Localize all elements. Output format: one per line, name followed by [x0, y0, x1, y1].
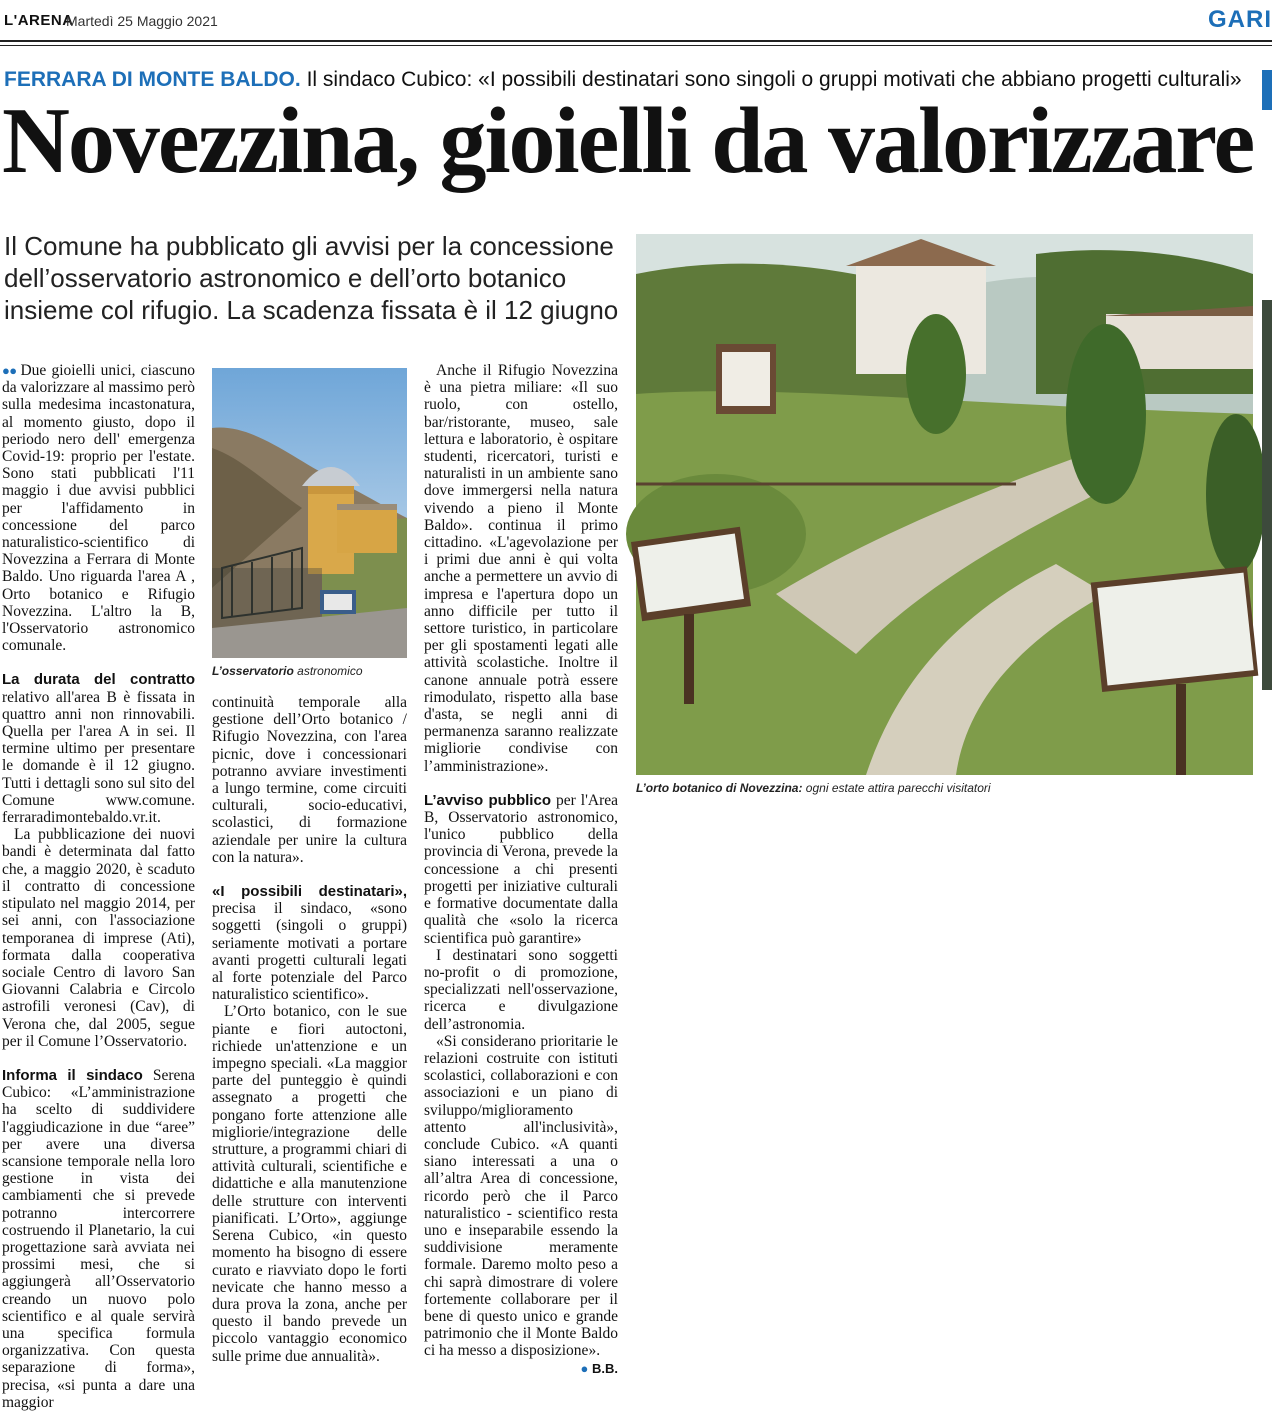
- observatory-caption-text: astronomico: [297, 664, 363, 678]
- col2-paragraph-1: continuità temporale alla gestione dell’Orto botanico / Rifugio Novezzina, con l'area picnic, dove i concessionari potranno avviare investimenti a lungo termine, come circuiti culturali, socio-educativi, scolastici, di formazione aziendale per unire la cultura con la natura».: [212, 694, 407, 866]
- deck: Il Comune ha pubblicato gli avvisi per la concessione dell’osservatorio astronomico e dell’orto botanico insieme col rifugio. La scadenza fissata è il 12 giugno: [4, 231, 619, 325]
- adjacent-photo: [1262, 300, 1272, 690]
- col1-paragraph-4: Informa il sindaco Serena Cubico: «L’amministrazione ha scelto di suddividere l'aggiudicazione in due “aree” per avere una diversa scansione temporale nella loro gestione in vista dei cambiamenti che si prevede potranno intercorrere costruendo il Planetario, la cui progettazione sarà avviata nei prossimi mesi, che si aggiungerà all’Osservatorio creando un nuovo polo scientifico e al quale servirà una specifica formula organizzativa. Con questa separazione di forma», precisa, «si punta a dare una maggior: [2, 1066, 196, 1411]
- adjacent-accent-bar: [1262, 70, 1272, 110]
- observatory-caption: [212, 664, 363, 678]
- column-2: [212, 694, 407, 1366]
- masthead-rule-thin: [0, 45, 1272, 46]
- masthead-rule: [0, 40, 1272, 42]
- col3-paragraph-2: L’avviso pubblico per l'Area B, Osservatorio astronomico, l'unico pubblico della provincia di Verona, prevede la concessione a chi presenti progetti per iniziative culturali e formative documentate dalla qualità che «solo la ricerca scientifica può garantire»: [424, 791, 618, 947]
- observatory-illustration: [212, 368, 407, 658]
- garden-caption: [636, 781, 991, 795]
- bullet-dots-icon: ●●: [2, 363, 17, 378]
- kicker-text: Il sindaco Cubico: «I possibili destinatari sono singoli o gruppi motivati che abbiano progetti culturali»: [306, 68, 1242, 91]
- col1-paragraph-3: La pubblicazione dei nuovi bandi è determinata dal fatto che, a maggio 2020, è scaduto il contratto di concessione stipulato nel maggio 2014, per sei anni, con l'associazione temporanea di imprese (Ati), formata dalla cooperativa sociale Centro di lavoro San Giovanni Calabria e Circolo astrofili veronesi (Cav), di Verona che, dal 2005, segue per il Comune l’Osservatorio.: [2, 826, 195, 1050]
- col2-paragraph-3: L’Orto botanico, con le sue piante e fiori autoctoni, richiede un'attenzione e un impegno speciali. «La maggior parte del punteggio è quindi assegnato a progetti che pongano forte attenzione alle migliorie/integrazione delle strutture, a programmi chiari di attività culturali, scientifiche e didattiche e alla manutenzione delle strutture con interventi pianificati. L’Orto», aggiunge Serena Cubico, «in questo momento ha bisogno di essere curato e riavviato dopo le forti nevicate che hanno messo a dura prova la zona, anche per questo il bando prevede un piccolo vantaggio economico sulle prime due annualità».: [212, 1003, 407, 1365]
- col3-paragraph-4: «Si considerano prioritarie le relazioni costruite con istituti scolastici, collaborazioni e con associazioni e un piano di sviluppo/miglioramento attento all'inclusività», conclude Cubico. «A quanti siano interessati a una o all’altra Area di concessione, ricordo però che il Parco naturalistico - scientifico resta uno e inseparabile essendo la suddivisione meramente formale. Daremo molto peso a chi saprà dimostrare di volere fortemente collaborare per il bene di questo unico e grande patrimonio che il Monte Baldo ci ha messo a disposizione». ● B.B.: [424, 1032, 618, 1376]
- garden-caption-text: ogni estate attira parecchi visitatori: [805, 781, 991, 795]
- col1-paragraph-1: ●● Due gioielli unici, ciascuno da valorizzare al massimo però sulla medesima incastonatura, al momento giusto, dopo il periodo nero dell' emergenza Covid-19: proprio per l'estate. Sono stati pubblicati l'11 maggio i due avvisi pubblici per l'affidamento in concessione del parco naturalistico-scientifico di Novezzina a Ferrara di Monte Baldo. Uno riguarda l'area A , Orto botanico e Rifugio Novezzina. L'altro la B, l'Osservatorio astronomico comunale.: [2, 362, 195, 655]
- col1-paragraph-2: La durata del contratto relativo all'area B è fissata in quattro anni non rinnovabili. Quella per l'area A in sei. Il termine ultimo per presentare le domande è il 12 giugno. Tutti i dettagli sono sul sito del Comune www.comune. ferraradimontebaldo.vr.it.: [2, 671, 195, 827]
- observatory-caption-bold: L’osservatorio: [212, 664, 294, 678]
- signature-dot-icon: ●: [580, 1360, 589, 1376]
- kicker-place: FERRARA DI MONTE BALDO.: [4, 68, 301, 91]
- masthead-brand: L'ARENA: [4, 12, 74, 29]
- observatory-photo: [212, 368, 407, 658]
- botanical-garden-photo: [636, 234, 1253, 775]
- col3-paragraph-3: I destinatari sono soggetti no-profit o di promozione, specializzati nell'osservazione, ricerca e divulgazione dell’astronomia.: [424, 946, 618, 1033]
- column-1: [2, 362, 196, 1411]
- garden-caption-bold: L’orto botanico di Novezzina:: [636, 781, 803, 795]
- garden-illustration: [636, 234, 1253, 775]
- adjacent-article-edge: [1262, 60, 1272, 820]
- col2-paragraph-2: «I possibili destinatari», precisa il sindaco, «sono soggetti (singoli o gruppi) seriamente motivati a portare avanti progetti culturali legati al forte potenziale del Parco naturalistico scientifico».: [212, 883, 407, 1004]
- col3-paragraph-1: Anche il Rifugio Novezzina è una pietra miliare: «Il suo ruolo, con ostello, bar/ristorante, museo, sale lettura e laboratorio, è ospitare studenti, ricercatori, turisti e naturalisti in un ambiente sano dove immergersi nella natura vivendo a pieno il Monte Baldo». continua il primo cittadino. «L'agevolazione per i primi due anni è qui volta anche a permettere un avvio di impresa e l'apertura dopo un anno difficile per tutto il settore turistico, in particolare per gli spostamenti legati alle attività scolastiche. Inoltre il canone annuale potrà essere rimodulato, rispetto alla base d'asta, se negli anni di permanenza saranno realizzate migliorie condivise con l’amministrazione».: [424, 362, 618, 775]
- section-label: GARI: [1208, 6, 1272, 33]
- headline: Novezzina, gioielli da valorizzare: [2, 89, 1254, 193]
- signature: ● B.B.: [580, 1360, 618, 1376]
- masthead-date: Martedì 25 Maggio 2021: [66, 13, 218, 29]
- column-3: [424, 362, 618, 1376]
